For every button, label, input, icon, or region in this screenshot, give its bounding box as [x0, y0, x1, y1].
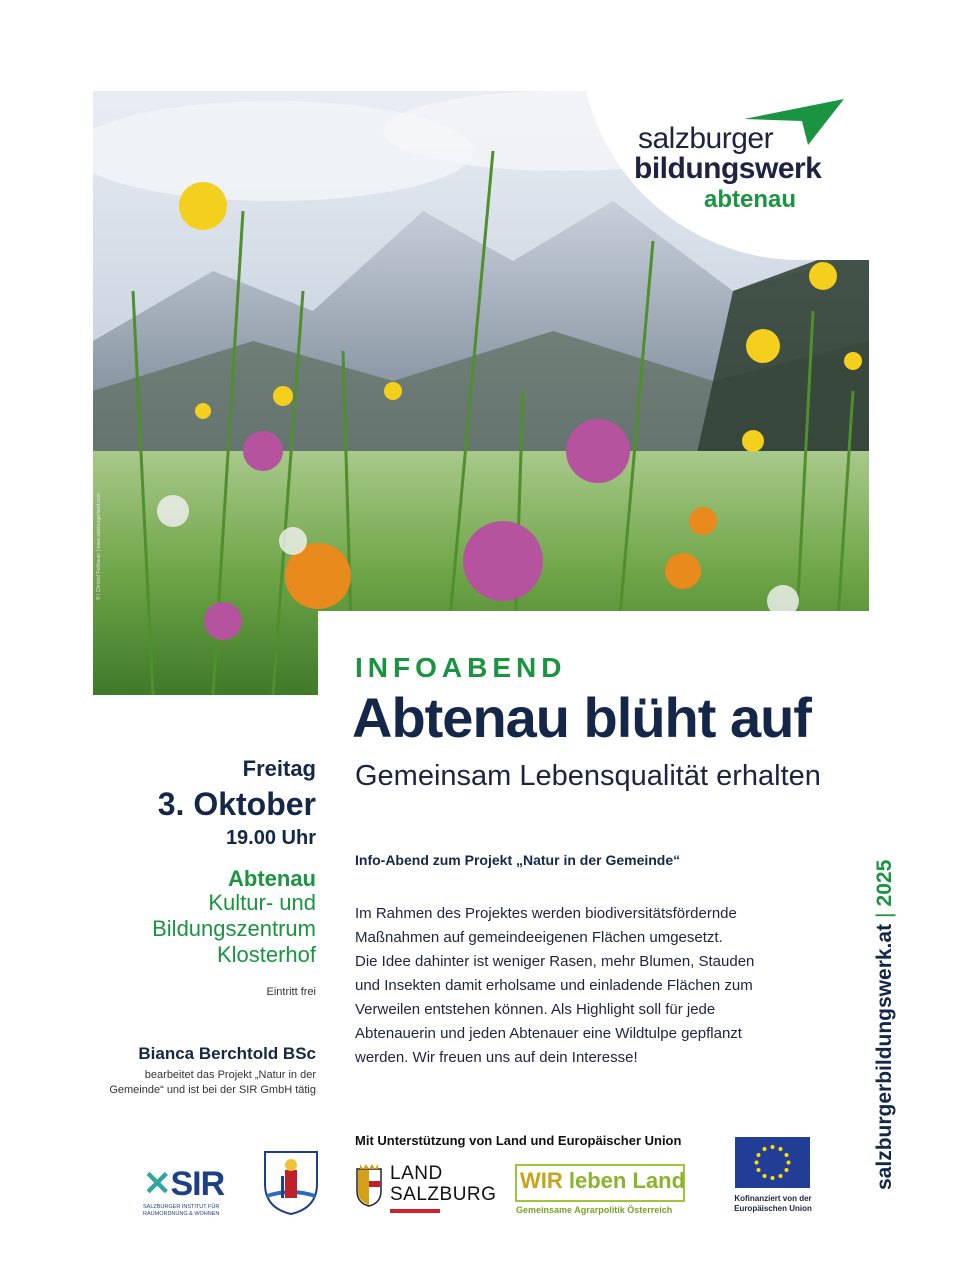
sir-mark-text: SIR	[170, 1165, 225, 1203]
side-url	[873, 860, 897, 1190]
land-line: LAND	[390, 1163, 443, 1184]
speaker-name: Bianca Berchtold BSc	[138, 1044, 316, 1063]
sir-subline: SALZBURGER INSTITUT FÜR	[143, 1204, 220, 1210]
body-text	[355, 902, 795, 1070]
land-salzburg-crest-icon	[356, 1163, 382, 1207]
event-date: 3. Oktober	[157, 786, 316, 822]
side-url-year: 2025	[873, 859, 896, 907]
abtenau-crest-icon	[263, 1150, 319, 1216]
land-salzburg-text	[390, 1163, 496, 1205]
body-line: und Insekten damit erholsame und einladende Flächen zum	[355, 977, 753, 994]
venue-line: Klosterhof	[216, 942, 316, 967]
event-place: Abtenau	[228, 866, 316, 891]
event-venue	[100, 890, 316, 968]
logo-text-salzburger: salzburger	[638, 122, 774, 155]
side-url-separator: |	[873, 912, 896, 918]
body-line: Verweilen entstehen können. Als Highlight soll für jede	[355, 1001, 716, 1018]
land-red-bar	[390, 1209, 440, 1213]
wir-subline: Gemeinsame Agrarpolitik Österreich	[516, 1205, 673, 1215]
logo-text-bildungswerk: bildungswerk	[634, 152, 822, 185]
body-line: Im Rahmen des Projektes werden biodiversitätsfördernde	[355, 905, 737, 922]
speaker-info	[100, 1068, 316, 1098]
body-line: Die Idee dahinter ist weniger Rasen, mehr Blumen, Stauden	[355, 953, 755, 970]
wir-rest: leben Land	[568, 1168, 686, 1193]
side-url-link[interactable]: salzburgerbildungswerk.at	[873, 923, 896, 1190]
event-time: 19.00 Uhr	[225, 827, 316, 849]
body-line: werden. Wir freuen uns auf dein Interesse!	[355, 1049, 638, 1066]
lead-text: Info-Abend zum Projekt „Natur in der Gemeinde“	[355, 852, 681, 868]
wir-leben-land-text	[520, 1168, 685, 1194]
kicker: INFOABEND	[355, 652, 567, 683]
wir-prefix: WIR	[520, 1168, 563, 1193]
entry-note: Eintritt frei	[266, 986, 316, 998]
body-line: Abtenauerin und jeden Abtenauer eine Wildtulpe gepflanzt	[355, 1025, 742, 1042]
land-line: SALZBURG	[390, 1184, 497, 1205]
page-title: Abtenau blüht auf	[352, 686, 811, 749]
sir-x-icon: ✕	[143, 1165, 171, 1203]
photo-credit: © | Christof Feilhauer | www.salzburgerland.com	[96, 493, 102, 600]
body-line: Maßnahmen auf gemeindeeigenen Flächen umgesetzt.	[355, 929, 723, 946]
venue-line: Bildungszentrum	[152, 916, 316, 941]
speaker-info-line: Gemeinde“ und ist bei der SIR GmbH tätig	[109, 1084, 316, 1096]
sir-logo	[143, 1164, 243, 1218]
event-day: Freitag	[242, 756, 316, 781]
subtitle: Gemeinsam Lebensqualität erhalten	[355, 760, 821, 792]
eu-line: Europäischen Union	[734, 1204, 812, 1213]
eu-cofinanced-text	[725, 1194, 821, 1214]
venue-line: Kultur- und	[208, 890, 316, 915]
eu-line: Kofinanziert von der	[734, 1194, 812, 1203]
logo-text-abtenau: abtenau	[704, 186, 797, 213]
support-text: Mit Unterstützung von Land und Europäischer Union	[355, 1133, 682, 1148]
eu-flag-icon	[735, 1137, 810, 1188]
sir-mark	[143, 1164, 243, 1204]
sir-subline: RAUMORDNUNG & WOHNEN	[143, 1211, 220, 1217]
speaker-info-line: bearbeitet das Projekt „Natur in der	[144, 1069, 316, 1081]
